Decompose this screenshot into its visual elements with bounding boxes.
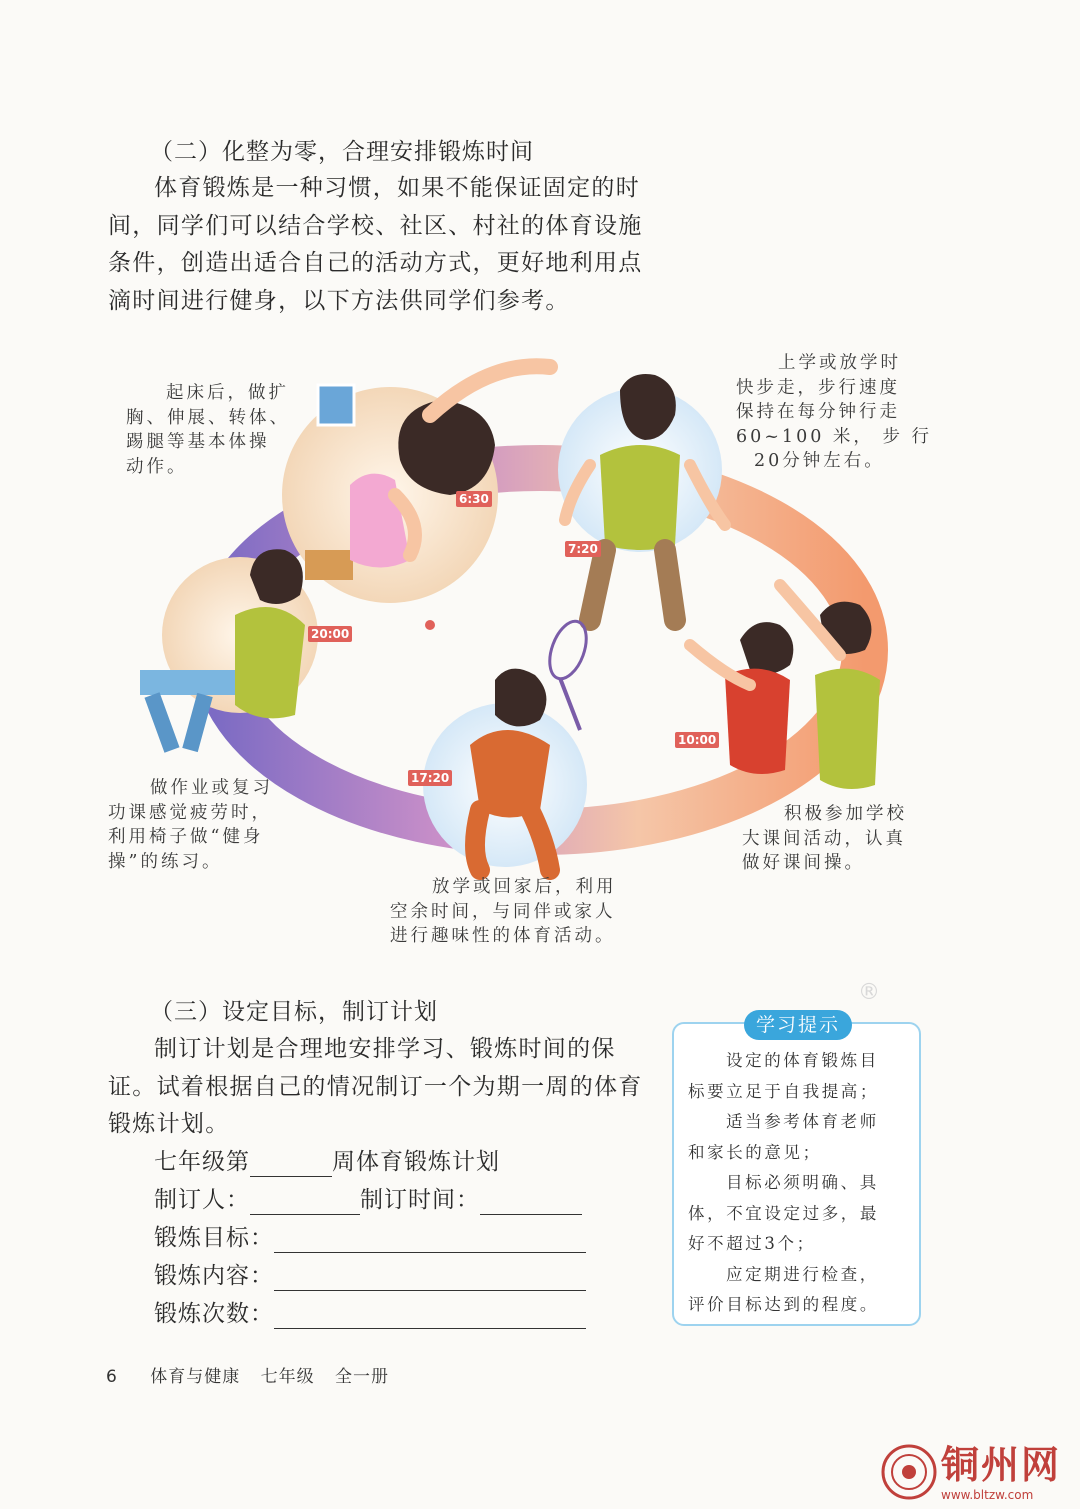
week-number-blank[interactable] bbox=[250, 1154, 332, 1177]
book-title: 体育与健康 bbox=[150, 1367, 241, 1387]
paragraph-line: 锻炼计划。 bbox=[108, 1111, 230, 1137]
time-badge-morning: 6:30 bbox=[456, 491, 492, 507]
time-badge-walk: 7:20 bbox=[565, 541, 601, 557]
content-blank[interactable] bbox=[274, 1268, 586, 1291]
caption-walk: 上学或放学时 快步走，步行速度 保持在每分钟行走 60~100 米， 步 行 20分钟左右。 bbox=[736, 353, 933, 471]
page-number: 6 bbox=[106, 1367, 118, 1387]
site-watermark bbox=[877, 1440, 1077, 1506]
author-blank[interactable] bbox=[250, 1192, 360, 1215]
caption-homework: 做作业或复习 功课感觉疲劳时， 利用椅子做“健身 操”的练习。 bbox=[108, 778, 273, 872]
plan-title-line: 七年级第 周体育锻炼计划 bbox=[154, 1149, 500, 1175]
calendar-icon bbox=[318, 385, 354, 425]
section3-paragraph bbox=[108, 1031, 643, 1144]
shuttlecock-icon bbox=[425, 620, 435, 630]
count-blank[interactable] bbox=[274, 1306, 586, 1329]
date-blank[interactable] bbox=[480, 1192, 582, 1215]
count-line: 锻炼次数： bbox=[154, 1299, 586, 1329]
daily-exercise-illustration bbox=[100, 345, 940, 965]
volume-label: 全一册 bbox=[335, 1367, 390, 1387]
caption-recess: 积极参加学校 大课间活动，认真 做好课间操。 bbox=[742, 804, 907, 873]
paragraph-line: 体育锻炼是一种习惯，如果不能保证固定的时 bbox=[154, 175, 640, 201]
content-line: 锻炼内容： bbox=[154, 1261, 586, 1291]
paragraph-line: 条件，创造出适合自己的活动方式，更好地利用点 bbox=[108, 250, 643, 276]
watermark-text: 铜州网 bbox=[941, 1443, 1062, 1487]
study-tip-body: 设定的体育锻炼目 标要立足于自我提高； 适当参考体育老师 和家长的意见； 目标必须明确、具 体，不宜设定过多，最 好不超过3个； 应定期进行检查， 评价目标达到的程度。 bbox=[688, 1051, 879, 1314]
paragraph-line: 制订计划是合理地安排学习、锻炼时间的保 bbox=[154, 1036, 616, 1062]
paragraph-line: 间，同学们可以结合学校、社区、村社的体育设施 bbox=[108, 212, 643, 239]
study-tip-title: 学习提示 bbox=[744, 1010, 852, 1040]
chair-icon bbox=[140, 670, 235, 695]
goal-blank[interactable] bbox=[274, 1230, 586, 1253]
time-badge-evening: 20:00 bbox=[308, 626, 352, 642]
paragraph-line: 证。试着根据自己的情况制订一个为期一周的体育 bbox=[108, 1073, 643, 1100]
study-tip-box bbox=[672, 1014, 921, 1326]
goal-line: 锻炼目标： bbox=[154, 1223, 586, 1253]
caption-after-school: 放学或回家后，利用 空余时间，与同伴或家人 进行趣味性的体育活动。 bbox=[390, 877, 617, 946]
caption-morning: 起床后，做扩 胸、伸展、转体、 踢腿等基本体操 动作。 bbox=[126, 383, 290, 477]
desk-icon bbox=[305, 550, 353, 580]
watermark-url: www.bltzw.com bbox=[941, 1488, 1034, 1502]
registered-mark-icon: ® bbox=[858, 980, 880, 1005]
page-footer bbox=[106, 1362, 403, 1387]
time-badge-after-school: 17:20 bbox=[408, 770, 452, 786]
section2-paragraph bbox=[108, 170, 643, 320]
section2-heading: （二）化整为零，合理安排锻炼时间 bbox=[150, 139, 534, 165]
seal-logo-icon bbox=[879, 1442, 939, 1502]
author-date-line: 制订人： 制订时间： bbox=[154, 1185, 582, 1215]
time-badge-recess: 10:00 bbox=[675, 732, 719, 748]
section3-heading: （三）设定目标，制订计划 bbox=[150, 999, 438, 1025]
paragraph-line: 滴时间进行健身，以下方法供同学们参考。 bbox=[108, 287, 570, 314]
grade-label: 七年级 bbox=[260, 1367, 315, 1387]
